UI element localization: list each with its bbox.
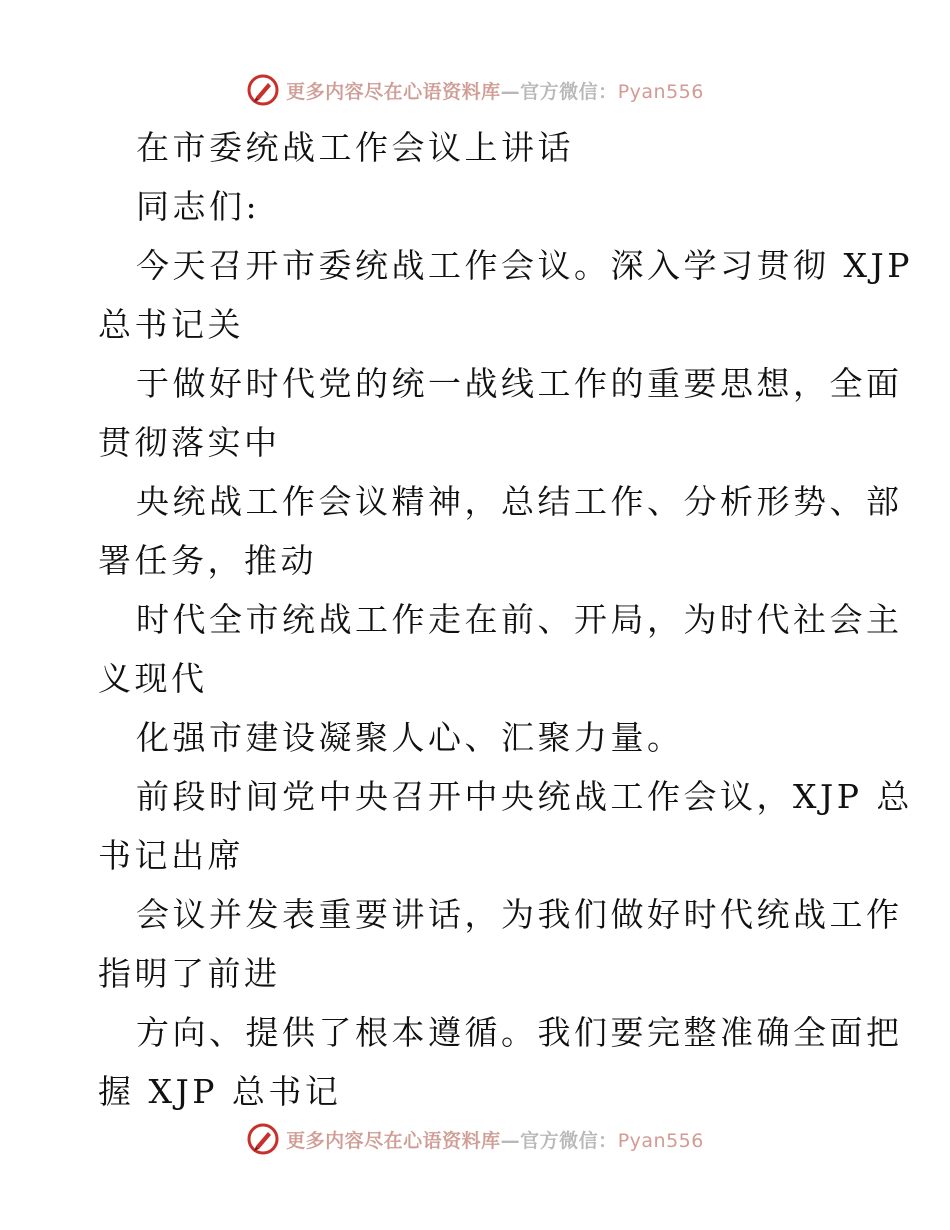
text-line: 书记出席 <box>98 836 244 875</box>
watermark-text <box>286 77 704 104</box>
watermark-text <box>286 1126 704 1153</box>
text-line: 指明了前进 <box>98 954 281 993</box>
text-line: 同志们: <box>136 187 261 226</box>
watermark-wechat-id: Pyan556 <box>617 1129 704 1152</box>
footer-watermark <box>0 1119 950 1159</box>
watermark-wechat-label: 官方微信： <box>520 1129 618 1152</box>
watermark-separator: — <box>500 80 521 103</box>
watermark-brand: 更多内容尽在心语资料库 <box>286 80 501 103</box>
pen-logo-icon <box>246 1122 280 1156</box>
watermark-wechat-id: Pyan556 <box>617 80 704 103</box>
text-line: 署任务，推动 <box>98 541 317 580</box>
text-line: 于做好时代党的统一战线工作的重要思想，全面 <box>136 364 903 403</box>
text-line: 握 XJP 总书记 <box>98 1072 342 1111</box>
text-line: 时代全市统战工作走在前、开局，为时代社会主 <box>136 600 903 639</box>
text-line: 在市委统战工作会议上讲话 <box>136 128 574 167</box>
watermark-brand: 更多内容尽在心语资料库 <box>286 1129 501 1152</box>
pen-logo-icon <box>246 73 280 107</box>
text-line: 会议并发表重要讲话，为我们做好时代统战工作 <box>136 895 903 934</box>
text-line: 前段时间党中央召开中央统战工作会议，XJP 总 <box>136 777 913 816</box>
text-line: 贯彻落实中 <box>98 423 281 462</box>
text-line: 义现代 <box>98 659 208 698</box>
watermark-wechat-label: 官方微信： <box>520 80 618 103</box>
document-body <box>98 118 913 1121</box>
watermark-separator: — <box>500 1129 521 1152</box>
text-line: 央统战工作会议精神，总结工作、分析形势、部 <box>136 482 903 521</box>
header-watermark <box>0 70 950 110</box>
text-line: 化强市建设凝聚人心、汇聚力量。 <box>136 718 684 757</box>
text-line: 方向、提供了根本遵循。我们要完整准确全面把 <box>136 1013 903 1052</box>
text-line: 今天召开市委统战工作会议。深入学习贯彻 XJP <box>136 246 913 285</box>
text-line: 总书记关 <box>98 305 244 344</box>
